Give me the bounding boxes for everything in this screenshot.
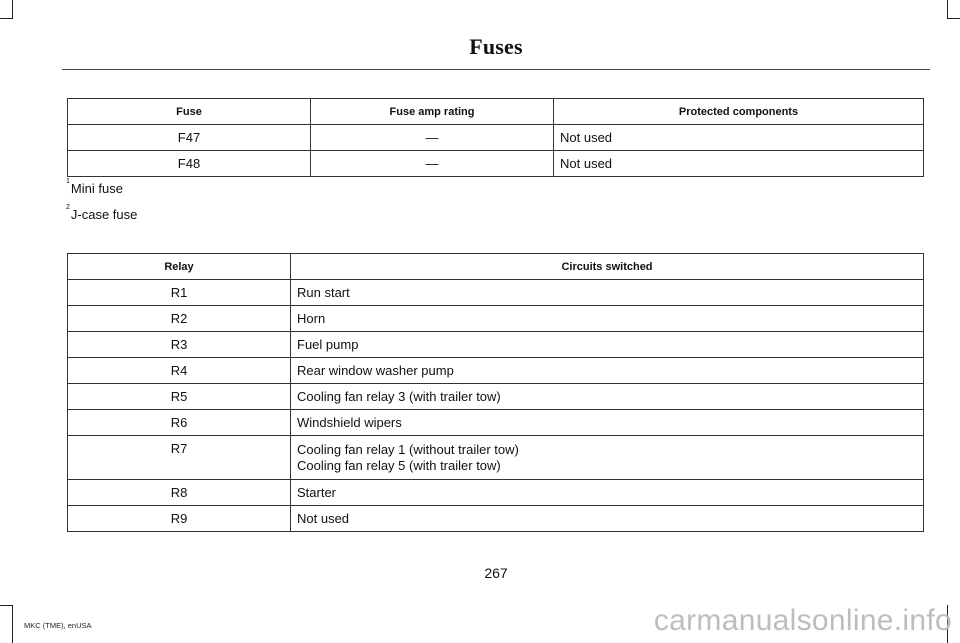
table-row [68,332,924,358]
document-code: MKC (TME), enUSA [24,621,92,630]
circuits-cell: Rear window washer pump [291,358,924,384]
relay-cell: R4 [68,358,291,384]
relay-column-header: Relay [68,254,291,280]
table-row [68,306,924,332]
watermark-text: carmanualsonline.info [653,604,952,637]
table-row [68,436,924,480]
crop-mark-top-left-h [0,18,13,19]
amp-rating-cell: — [311,125,554,151]
relay-table-header-row [68,254,924,280]
circuits-line: Cooling fan relay 1 (without trailer tow) [297,441,519,457]
page-title: Fuses [469,34,523,59]
relay-cell: R7 [68,436,291,480]
protected-components-cell: Not used [554,151,924,177]
crop-mark-bottom-left-v [12,605,13,643]
relay-cell: R9 [68,506,291,532]
table-row [68,506,924,532]
relay-cell: R2 [68,306,291,332]
table-row [68,480,924,506]
relay-cell: R3 [68,332,291,358]
circuits-cell: Starter [291,480,924,506]
footnote-text: J-case fuse [70,207,138,222]
circuits-cell: Cooling fan relay 3 (with trailer tow) [291,384,924,410]
protected-components-cell: Not used [554,125,924,151]
fuse-amp-rating-column-header: Fuse amp rating [311,99,554,125]
circuits-cell: Windshield wipers [291,410,924,436]
fuse-cell: F47 [68,125,311,151]
fuse-table [67,98,924,177]
table-row [68,151,924,177]
amp-rating-cell: — [311,151,554,177]
relay-cell: R1 [68,280,291,306]
circuits-cell [291,436,924,480]
crop-mark-top-right-h [947,18,960,19]
relay-cell: R5 [68,384,291,410]
crop-mark-top-left-v [12,0,13,18]
circuits-cell: Horn [291,306,924,332]
circuits-cell: Not used [291,506,924,532]
crop-mark-top-right-v [947,0,948,18]
circuits-line: Cooling fan relay 5 (with trailer tow) [297,457,501,473]
circuits-cell: Fuel pump [291,332,924,358]
fuse-table-header-row [68,99,924,125]
crop-mark-bottom-left-h [0,605,13,606]
table-row [68,384,924,410]
protected-components-column-header: Protected components [554,99,924,125]
footnote-mark: 1 [66,178,70,185]
table-row [68,410,924,436]
footnote-text: Mini fuse [70,181,123,196]
circuits-switched-column-header: Circuits switched [291,254,924,280]
footnote-mini-fuse [66,178,123,196]
relay-cell: R8 [68,480,291,506]
table-row [68,125,924,151]
footnote-mark: 2 [66,204,70,211]
circuits-cell: Run start [291,280,924,306]
table-row [68,358,924,384]
fuse-column-header: Fuse [68,99,311,125]
relay-cell: R6 [68,410,291,436]
page-number: 267 [484,565,508,581]
footnote-j-case-fuse [66,204,138,222]
header-divider [62,69,930,70]
table-row [68,280,924,306]
fuse-cell: F48 [68,151,311,177]
relay-table [67,253,924,532]
